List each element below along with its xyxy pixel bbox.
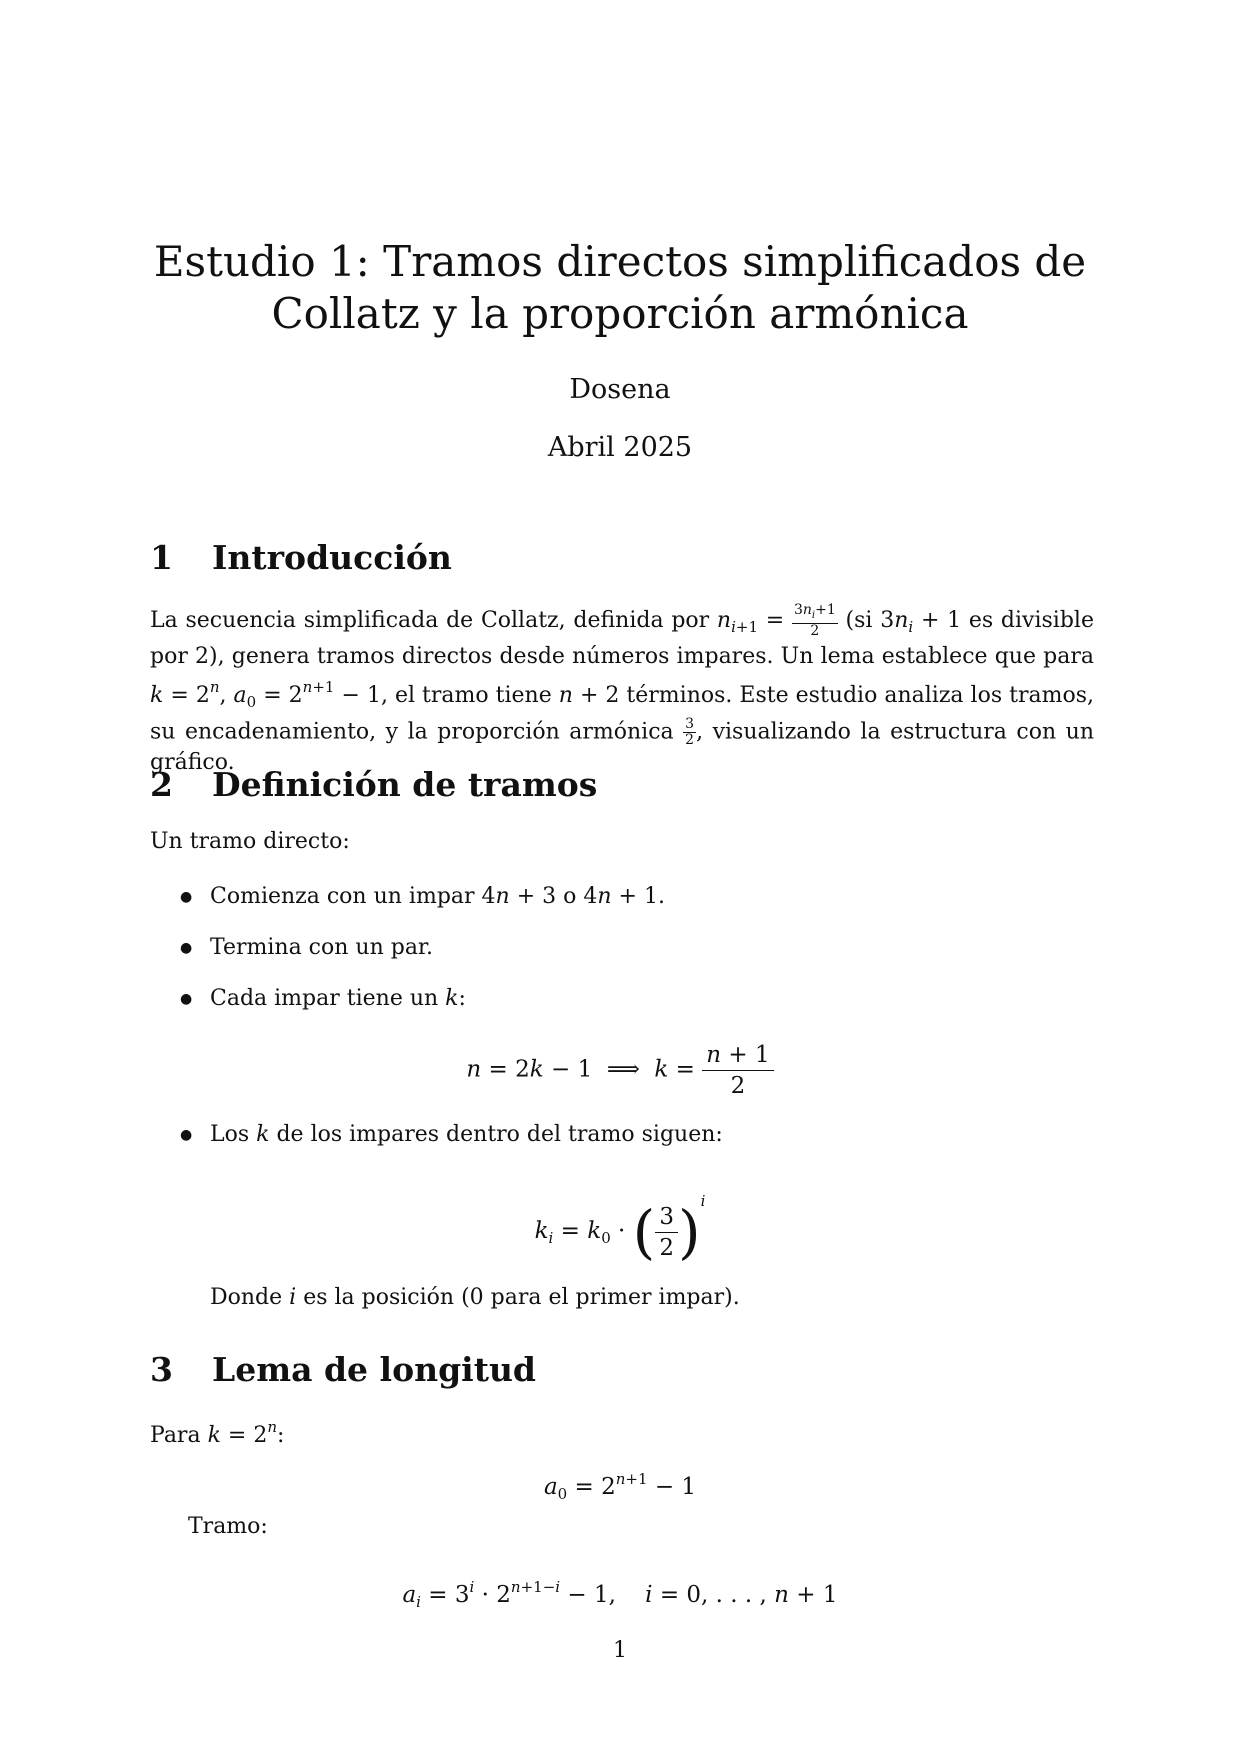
bullet-icon: ● — [180, 991, 193, 1007]
intro-text: La secuencia simplificada de Collatz, definida por — [150, 607, 717, 633]
section-title: Definición de tramos — [212, 765, 598, 804]
section-number: 3 — [150, 1350, 173, 1389]
note-text: es la posición (0 para el primer impar). — [296, 1285, 740, 1310]
item-text: o — [556, 884, 584, 909]
paper-title: Estudio 1: Tramos directos simplificados de Collatz y la proporción armónica — [153, 237, 1087, 338]
fraction: $\frac{3n_i+1}{2}$ — [793, 602, 836, 639]
list-item: ● Comienza con un impar 4n + 3 o 4n + 1. — [180, 882, 665, 912]
section-title: Introducción — [212, 538, 452, 577]
item-text: Los — [210, 1122, 257, 1147]
section-heading-1 — [150, 538, 452, 577]
section-heading-3 — [150, 1350, 536, 1389]
math-inline: k — [256, 1122, 270, 1147]
item-text: de los impares dentro del tramo siguen: — [269, 1122, 723, 1147]
intro-text: , el tramo tiene — [380, 682, 559, 708]
section-number: 1 — [150, 538, 173, 577]
page-number: 1 — [613, 1638, 627, 1663]
intro-text: , visualizando la estructura con un gráfico. — [150, 719, 1094, 775]
section-heading-2 — [150, 765, 597, 804]
intro-text: (si — [837, 607, 881, 633]
definition-lead: Un tramo directo: — [150, 829, 350, 854]
fraction: $\frac{3}{2}$ — [655, 1202, 678, 1263]
math-inline: i — [289, 1285, 297, 1310]
fraction: $\frac{n + 1}{2}$ — [702, 1040, 773, 1101]
item-text: Cada impar tiene un — [210, 986, 446, 1011]
intro-text: es divisible por 2), genera tramos directos desde números impares. Un lema establece que para — [150, 607, 1094, 669]
equation-k: n = 2k − 1 ⟹ k = $\frac{n + 1}{2}$ — [0, 1040, 1240, 1101]
math-inline: $n_{i+1}$ = — [716, 607, 792, 636]
math-inline: k — [445, 986, 459, 1011]
math-inline: n — [558, 682, 573, 708]
item-text: Termina con un par. — [210, 935, 434, 960]
item-text: Comienza con un impar — [210, 884, 482, 909]
math-inline: k — [150, 682, 164, 708]
math-inline: $3n_i + 1$ — [880, 607, 962, 636]
list-item — [180, 933, 433, 963]
list-item: ● Cada impar tiene un k: — [180, 984, 466, 1014]
section-title: Lema de longitud — [212, 1350, 537, 1389]
intro-paragraph: La secuencia simplificada de Collatz, definida por $n_{i+1}$ = $\frac{3n_i+1}{2}$ (si $3n_i + 1$ es divisible por 2), genera tramos directos desde números impares. Un lema establece que para $k = 2^n$, $a_0 = 2^{n+1} - 1$, el tramo tiene n + 2 términos. Este estudio analiza los tramos, su encadenamiento, y la proporción armónica $\frac{3}{2}$ , visualizando la estructura con un gráfico. — [150, 602, 1095, 775]
note-text: Donde — [210, 1285, 290, 1310]
bullet-icon: ● — [180, 889, 193, 905]
bullet-icon: ● — [180, 1127, 193, 1143]
math-inline: 4n + 3 — [481, 884, 557, 909]
section-number: 2 — [150, 765, 173, 804]
list-item — [180, 1120, 723, 1150]
lemma-lead: Para $k = 2^n$: — [150, 1418, 285, 1448]
equation-ai: $a_i = 3^i \cdot 2^{n+1-i} - 1$, i = 0, . . . , n + 1 — [402, 1578, 838, 1611]
equation-a0: $a_0 = 2^{n+1} - 1$ — [543, 1470, 697, 1503]
math-inline: 4n + 1 — [583, 884, 658, 909]
equation-ki: $k_i = k_0$ · ( $\frac{3}{2}$ )$^i$ — [534, 1192, 706, 1266]
lemma-text: Para — [150, 1423, 208, 1448]
bullet-icon: ● — [180, 940, 193, 956]
author: Dosena — [569, 374, 671, 405]
fraction: $\frac{3}{2}$ — [685, 715, 695, 748]
position-note — [210, 1283, 740, 1313]
tramo-label: Tramo: — [188, 1514, 268, 1539]
math-inline: $a_0$ — [233, 682, 257, 711]
intro-text: términos. Este estudio analiza los tramos, su encadenamiento, y la proporción armónica — [150, 682, 1095, 745]
date: Abril 2025 — [547, 432, 693, 463]
